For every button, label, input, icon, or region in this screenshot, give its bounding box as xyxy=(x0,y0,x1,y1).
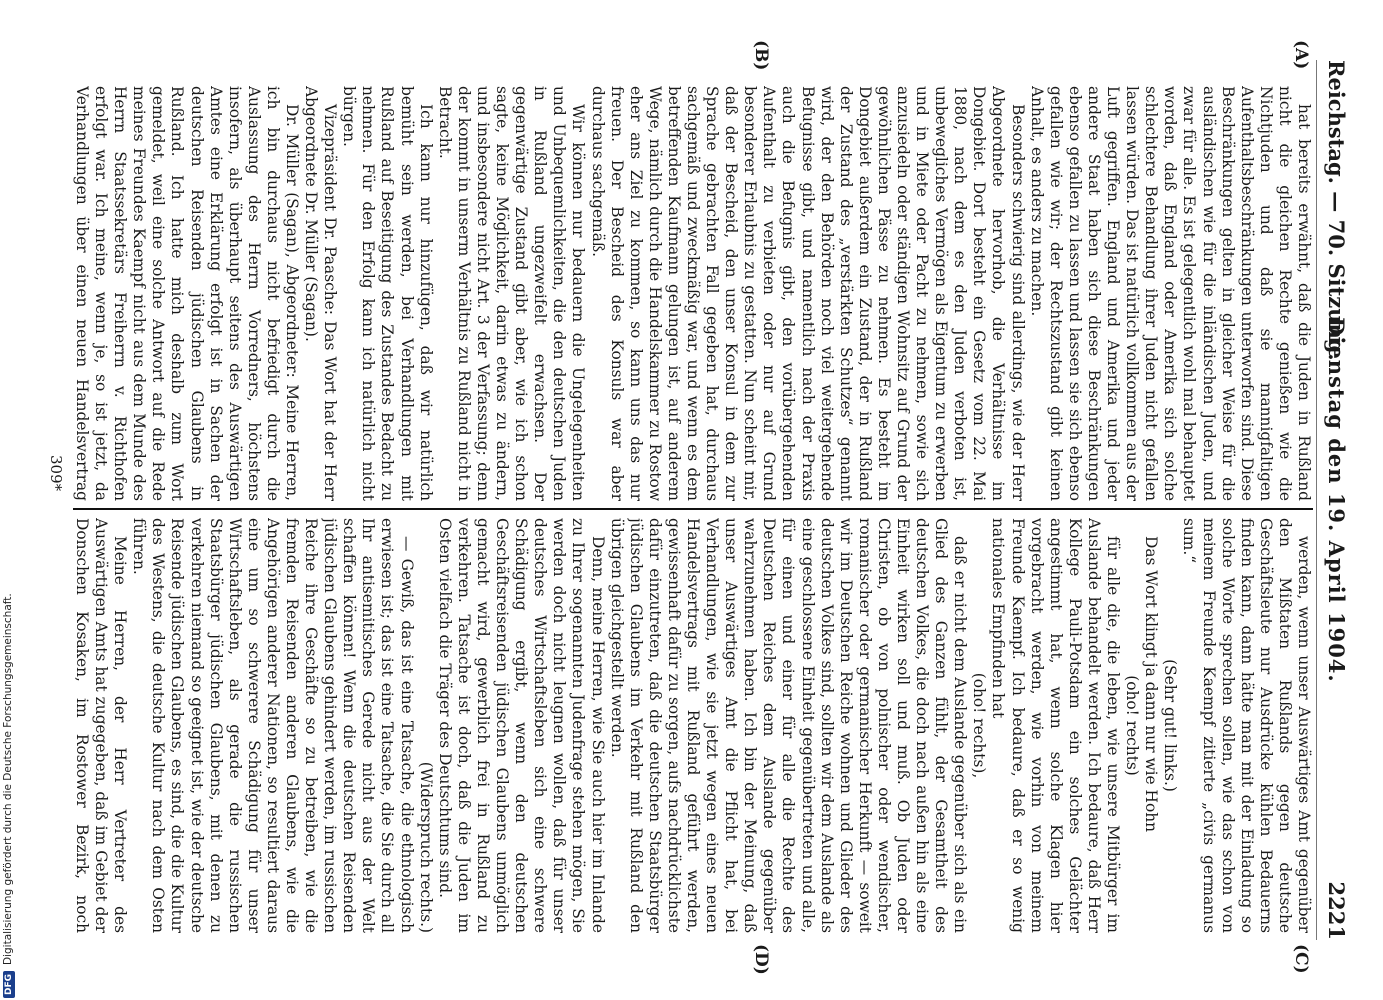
header-session: Reichstag. — 70. Sitzung. xyxy=(1324,60,1349,361)
header-page-number: 2221 xyxy=(1324,881,1349,940)
folio-mark: 309* xyxy=(47,455,65,492)
paragraph: hat bereits erwähnt, daß die Juden in Rußland nicht die gleichen Rechte genießen wie die Nichtjuden und daß sie mannigfaltigen Aufenthaltsbeschränkungen unterworfen sind. Diese Beschränkungen gelten in gleicher Weise für die ausländischen wie für die inländischen Juden, und zwar für alle. Es ist gelegentlich wohl mal behauptet worden, daß England oder Amerika sich solche schlechtere Behandlung ihrer Juden nicht gefallen lassen würden. Das ist natürlich vollkommen aus der Luft gegriffen. England und Amerika und jeder andere Staat haben sich diese Beschränkungen ebenso gefallen zu lassen und lassen sie sich ebenso gefallen wie wir; der Rechtszustand gibt keinen Anhalt, es anders zu machen. xyxy=(1027,86,1313,501)
header-rule xyxy=(1316,60,1317,940)
paragraph: Das Wort klingt ja dann nur wie Hohn xyxy=(1142,536,1161,833)
paragraph: Denn, meine Herren, wie Sie auch hier im Inlande zu Ihrer sogenannten Judenfrage stehen mögen, Sie werden doch nicht leugnen wollen, daß für unser deutsches Wirtschaftsleben sich eine schwere Schädigung ergibt, wenn den deutschen Geschäftsreisenden jüdischen Glaubens unmöglich gemacht wird, gewerblich frei in Rußland zu verkehren. Tatsache ist doch, daß die Juden im Osten vielfach die Träger des Deutschtums sind. xyxy=(435,518,607,933)
paragraph: Ich kann nur hinzufügen, daß wir natürlich bemüht sein werden, bei Verhandlungen mit Rußland auf Beseitigung des Zustandes Bedacht zu nehmen. Für den Erfolg kann ich natürlich nicht bürgen. xyxy=(340,86,435,501)
paragraph: daß er nicht dem Auslande gegenüber sich als ein Glied des Ganzen fühlt, der Gesamtheit des deutschen Volkes, die doch nach außen hin als eine Einheit wirken soll und muß. Ob Juden oder Christen, ob von polnischer oder wendischer, romanischer oder germanischer Herkunft — soweit wir im Deutschen Reiche wohnen und Glieder des deutschen Volkes sind, sollten wir dem Auslande als eine geschlossene Einheit gegenübertreten und alle, für einen und einer für alle die Rechte des Deutschen Reiches dem Auslande gegenüber wahrzunehmen haben. Ich bin der Meinung, daß unser Auswärtiges Amt die Pflicht hat, bei Verhandlungen, wie sie jetzt wegen eines neuen Handelsvertrags mit Rußland geführt werden, gewissenhaft dafür zu sorgen, aufs nachdrücklichste dafür einzutreten, daß die deutschen Staatsbürger jüdischen Glaubens im Verkehr mit Rußland den übrigen gleichgestellt werden. xyxy=(607,518,970,933)
paragraph: Wir können nur bedauern die Ungelegenheiten und Unbequemlichkeiten, die den deutschen Juden in Rußland ungezweifelt erwachsen. Der gegenwärtige Zustand gibt aber, wie ich schon sagte, keine Möglichkeit, darin etwas zu ändern, und insbesondere nicht Art. 3 der Verfassung; denn der kommt in unserm Verhältnis zu Rußland nicht in Betracht. xyxy=(435,86,588,501)
interjection: (oho! rechts), xyxy=(970,672,989,779)
margin-mark-d: (D) xyxy=(751,944,771,975)
margin-mark-c: (C) xyxy=(1291,944,1311,974)
paragraph: — Gewiß, das ist eine Tatsache, die ethnologisch erwiesen ist; das ist eine Tatsache, die Sie durch all Ihr antisemitisches Gerede nicht aus der Welt schaffen können! Wenn die deutschen Reisenden jüdischen Glaubens gehindert werden, im russischen Reiche ihre Geschäfte so zu betreiben, wie die fremden Reisenden anderen Glaubens, wie die Angehörigen anderer Nationen, so resultiert daraus eine um so schwerere Schädigung für unser Wirtschaftsleben, als gerade die russischen Staatsbürger jüdischen Glaubens, mit denen zu verkehren niemand so geeignet ist, wie der deutsche Reisende jüdischen Glaubens, es sind, die die Kultur des Westens, die deutsche Kultur nach dem Osten führen. xyxy=(130,518,416,933)
speaker-announcement: Vizepräsident Dr. Paasche: Das Wort hat der Herr Abgeordnete Dr. Müller (Sagan). xyxy=(302,86,340,501)
interjection: (Sehr gut! links.) xyxy=(1161,659,1180,792)
header-date: Dienstag den 19. April 1904. xyxy=(1324,317,1349,683)
right-column xyxy=(73,518,1313,933)
paragraph: werden, wenn unser Auswärtiges Amt gegenüber den Mißtaten Rußlands gegen deutsche Geschäftsleute nur Ausdrücke kühlen Bedauerns finden kann, dann hätte man mit der Einladung so solche Worte sprechen sollen, wie das schon von meinem Freunde Kaempf zitierte „civis germanus sum.“ xyxy=(1180,518,1313,933)
paragraph: Meine Herren, der Herr Vertreter des Auswärtigen Amts hat zugegeben, daß im Gebiet der Donschen Kosaken, im Rostower Bezirk, noch xyxy=(73,518,130,933)
interjection: (Widerspruch rechts.) xyxy=(416,761,435,933)
page-header xyxy=(1319,60,1355,940)
interjection: (oho! rechts) xyxy=(1123,675,1142,776)
paragraph: Besonders schwierig sind allerdings, wie der Herr Abgeordnete hervorhob, die Verhältnisse im Dongebiet. Dort besteht ein Gesetz vom 22. Mai 1880, nach dem es den Juden verboten ist, unbewegliches Vermögen als Eigentum zu erwerben und in Miete oder Pacht zu nehmen, sowie sich anzusiedeln oder ständigen Wohnsitz auf Grund der gewöhnlichen Pässe zu nehmen. Es besteht im Dongebiet außerdem ein Zustand, der in Rußland der Zustand des „verstärkten Schutzes“ genannt wird, der den Behörden noch viel weitergehende Befugnisse gibt, und namentlich nach der Praxis auch die Befugnis gibt, den vorübergehenden Aufenthalt zu verbieten oder nur auf Grund besonderer Erlaubnis zu gestatten. Nun scheint mir, daß der Bescheid, den unser Konsul in dem zur Sprache gebrachten Fall gegeben hat, durchaus sachgemäß und zweckmäßig war, und wenn es dem betreffenden Kaufmann gelungen ist, auf anderem Wege, nämlich durch die Handelskammer zu Rostow eher ans Ziel zu kommen, so kann uns das nur freuen. Der Bescheid des Konsuls war aber durchaus sachgemäß. xyxy=(588,86,1027,501)
column-divider xyxy=(73,508,1313,510)
left-column xyxy=(73,86,1313,501)
margin-mark-a: (A) xyxy=(1291,40,1311,70)
paragraph: Dr. Müller (Sagan), Abgeordneter: Meine Herren, ich bin durchaus nicht befriedigt durch die Auslassung des Herrn Vorredners, höchstens insofern, als überhaupt seitens des Auswärtigen Amtes eine Erklärung erfolgt ist in Sachen der deutschen Reisenden jüdischen Glaubens in Rußland. Ich hatte mich deshalb zum Wort gemeldet, weil eine solche Antwort auf die Rede meines Freundes Kaempf nicht aus dem Munde des Herrn Staatssekretärs Freiherrn v. Richthofen erfolgt war. Ich meine, wenn je, so ist jetzt, da Verhandlungen über einen neuen Handelsvertrag xyxy=(73,86,302,501)
digitization-credit xyxy=(2,8,18,998)
paragraph: für alle die, die leben, wie unsere Mitbürger im Auslande behandelt werden. Ich bedaure, daß Herr Kollege Pauli-Potsdam ein solches Gelächter angestimmt hat, wenn solche Klagen hier vorgebracht werden, wie vorhin von meinem Freunde Kaempf. Ich bedaure, daß er so wenig nationales Empfinden hat xyxy=(989,518,1123,933)
margin-mark-b: (B) xyxy=(751,40,771,71)
credit-text: Digitalisierung gefördert durch die Deutsche Forschungsgemeinschaft. xyxy=(2,593,14,965)
dfg-logo: DFG xyxy=(3,971,15,998)
